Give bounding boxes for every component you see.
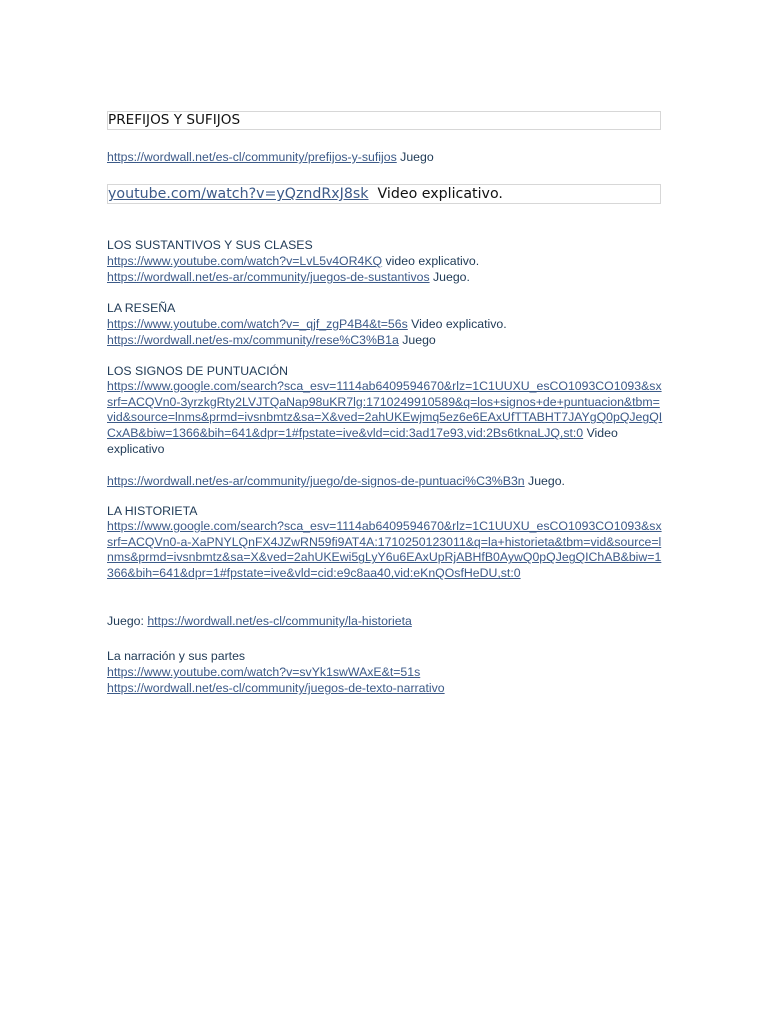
prefijos-video-label: Video explicativo. [368,186,503,202]
sustantivos-game-line [107,269,470,285]
narracion-video-line [107,664,420,680]
section-title-sustantivos: LOS SUSTANTIVOS Y SUS CLASES [107,238,313,252]
historieta-video-block [107,519,663,582]
signos-video-label: Video explicativo [107,426,618,456]
signos-game-label: Juego. [524,474,565,488]
section-title-signos: LOS SIGNOS DE PUNTUACIÓN [107,364,289,378]
video-line-box [107,184,661,204]
resena-video-line [107,316,507,332]
historieta-game-line [107,613,412,629]
resena-video-label: Video explicativo. [407,317,507,331]
resena-game-link[interactable]: https://wordwall.net/es-mx/community/rese%C3%B1a [107,333,399,347]
narracion-video-link[interactable]: https://www.youtube.com/watch?v=svYk1swWAxE&t=51s [107,665,421,679]
signos-game-link[interactable]: https://wordwall.net/es-ar/community/juego/de-signos-de-puntuaci%C3%B3n [107,474,525,488]
prefijos-game-line [107,149,434,165]
prefijos-game-link[interactable]: https://wordwall.net/es-cl/community/prefijos-y-sufijos [107,150,397,164]
sustantivos-game-label: Juego. [429,270,470,284]
narracion-game-link[interactable]: https://wordwall.net/es-cl/community/juegos-de-texto-narrativo [107,681,445,695]
section-title-narracion: La narración y sus partes [107,649,246,663]
sustantivos-video-line [107,253,479,269]
signos-game-line [107,473,565,489]
resena-game-line [107,332,436,348]
resena-game-label: Juego [398,333,436,347]
signos-video-link[interactable]: https://www.google.com/search?sca_esv=1114ab6409594670&rlz=1C1UUXU_esCO1093CO1093&sxsrf=ACQVn0-3yrzkgRty2LVJTQaNap98uKR7lg:1710249910589&q=los+signos+de+puntuacion&tbm=vid&source=lnms&prmd=ivsnbmtz&sa=X&ved=2ahUKEwjmq5ez6e6EAxUfTTABHT7JAYgQ0pQJegQICxAB&biw=1366&bih=641&dpr=1#fpstate=ive&vld=cid:3ad17e93,vid:2Bs6tknaLJQ,st:0 [107,379,663,441]
sustantivos-game-link[interactable]: https://wordwall.net/es-ar/community/juegos-de-sustantivos [107,270,430,284]
section-title-box [107,111,661,130]
prefijos-video-link[interactable]: youtube.com/watch?v=yQzndRxJ8sk [108,186,369,202]
section-title-prefijos: PREFIJOS Y SUFIJOS [108,112,241,128]
sustantivos-video-label: video explicativo. [382,254,480,268]
resena-video-link[interactable]: https://www.youtube.com/watch?v=_qjf_zgP4B4&t=56s [107,317,408,331]
sustantivos-video-link[interactable]: https://www.youtube.com/watch?v=LvL5v4OR4KQ [107,254,383,268]
section-title-historieta: LA HISTORIETA [107,504,198,518]
historieta-game-link[interactable]: https://wordwall.net/es-cl/community/la-historieta [147,614,412,628]
narracion-game-line [107,680,445,696]
prefijos-game-label: Juego [396,150,434,164]
historieta-game-prefix: Juego: [107,614,148,628]
historieta-video-link[interactable]: https://www.google.com/search?sca_esv=1114ab6409594670&rlz=1C1UUXU_esCO1093CO1093&sxsrf=ACQVn0-a-XaPNYLQnFX4JZwRN59fi9AT4A:1710250123011&q=la+historieta&tbm=vid&source=lnms&prmd=ivsnbmtz&sa=X&ved=2ahUKEwi5gLyY6u6EAxUpRjABHfB0AywQ0pQJegQIChAB&biw=1366&bih=641&dpr=1#fpstate=ive&vld=cid:e9c8aa40,vid:eKnQOsfHeDU,st:0 [107,519,662,581]
section-title-resena: LA RESEÑA [107,301,176,315]
signos-video-block [107,379,663,458]
